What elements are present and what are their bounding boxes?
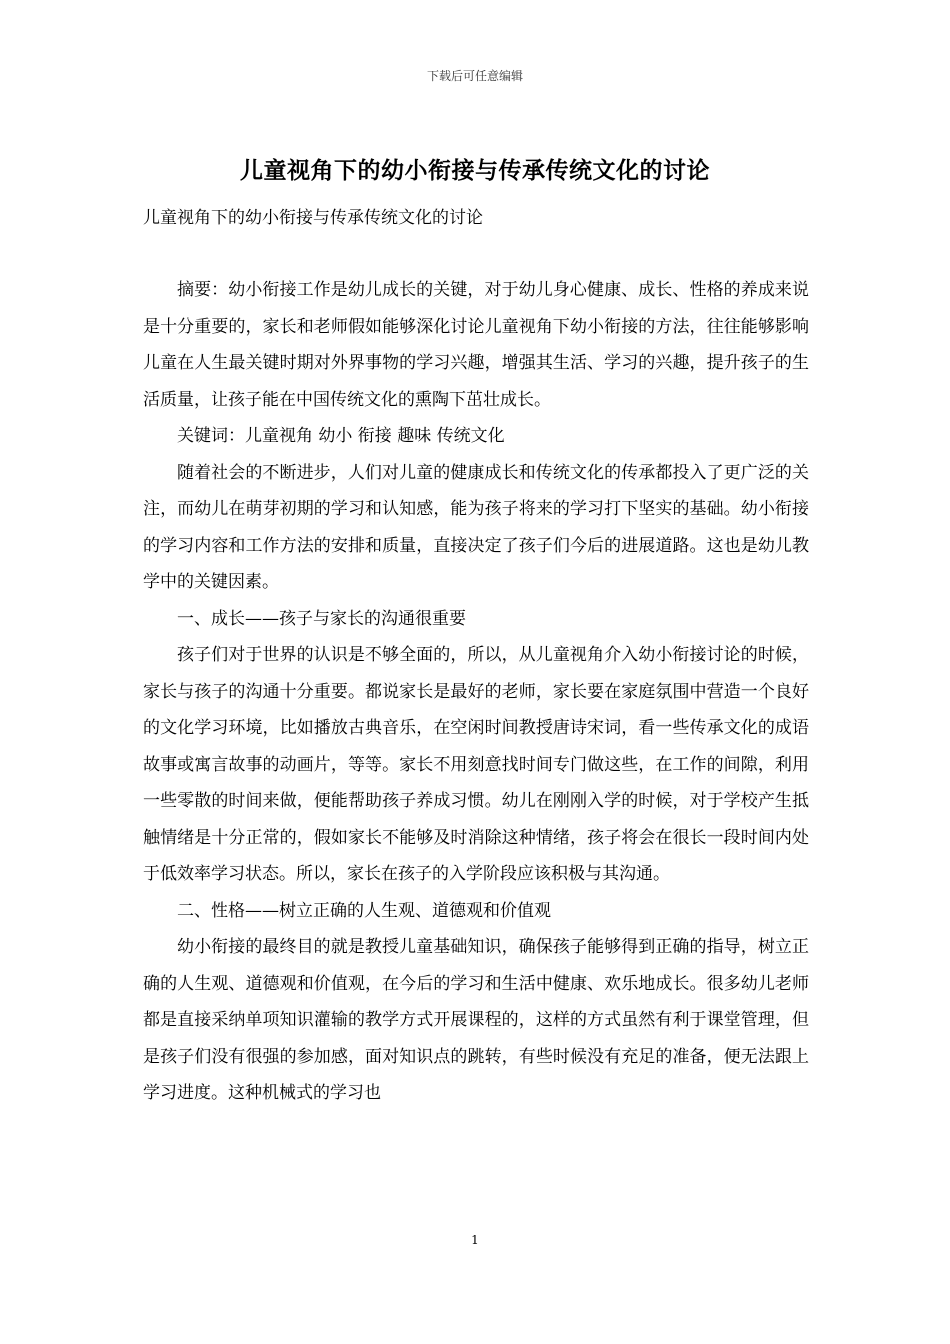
header-note: 下载后可任意编辑 <box>426 69 523 83</box>
keywords-paragraph: 关键词：儿童视角 幼小 衔接 趣味 传统文化 <box>177 426 505 446</box>
page-number: 1 <box>471 1233 479 1247</box>
section-heading-1: 一、成长——孩子与家长的沟通很重要 <box>177 608 466 629</box>
section-2-paragraph: 幼小衔接的最终目的就是教授儿童基础知识，确保孩子能够得到正确的指导，树立正确的人生观、道德观和价值观，在今后的学习和生活中健康、欢乐地成长。很多幼儿老师都是直接采纳单项知识灌输的教学方式开展课程的，这样的方式虽然有利于课堂管理，但是孩子们没有很强的参加感，面对知识点的跳转，有些时候没有充足的准备，便无法跟上学习进度。这种机械式的学习也 <box>143 937 809 1103</box>
document-body <box>143 272 809 1112</box>
abstract-paragraph: 摘要：幼小衔接工作是幼儿成长的关键，对于幼儿身心健康、成长、性格的养成来说是十分重要的，家长和老师假如能够深化讨论儿童视角下幼小衔接的方法，往往能够影响儿童在人生最关键时期对外界事物的学习兴趣，增强其生活、学习的兴趣，提升孩子的生活质量，让孩子能在中国传统文化的熏陶下茁壮成长。 <box>143 280 809 410</box>
section-heading-2: 二、性格——树立正确的人生观、道德观和价值观 <box>177 900 551 921</box>
section-1-paragraph: 孩子们对于世界的认识是不够全面的，所以，从儿童视角介入幼小衔接讨论的时候，家长与孩子的沟通十分重要。都说家长是最好的老师，家长要在家庭氛围中营造一个良好的文化学习环境，比如播放古典音乐，在空闲时间教授唐诗宋词，看一些传承文化的成语故事或寓言故事的动画片，等等。家长不用刻意找时间专门做这些，在工作的间隙，利用一些零散的时间来做，便能帮助孩子养成习惯。幼儿在刚刚入学的时候，对于学校产生抵触情绪是十分正常的，假如家长不能够及时消除这种情绪，孩子将会在很长一段时间内处于低效率学习状态。所以，家长在孩子的入学阶段应该积极与其沟通。 <box>143 645 809 884</box>
intro-paragraph: 随着社会的不断进步，人们对儿童的健康成长和传统文化的传承都投入了更广泛的关注，而幼儿在萌芽初期的学习和认知感，能为孩子将来的学习打下坚实的基础。幼小衔接的学习内容和工作方法的安排和质量，直接决定了孩子们今后的进展道路。这也是幼儿教学中的关键因素。 <box>143 462 809 592</box>
document-title: 儿童视角下的幼小衔接与传承传统文化的讨论 <box>240 157 710 184</box>
document-subtitle: 儿童视角下的幼小衔接与传承传统文化的讨论 <box>143 208 483 228</box>
